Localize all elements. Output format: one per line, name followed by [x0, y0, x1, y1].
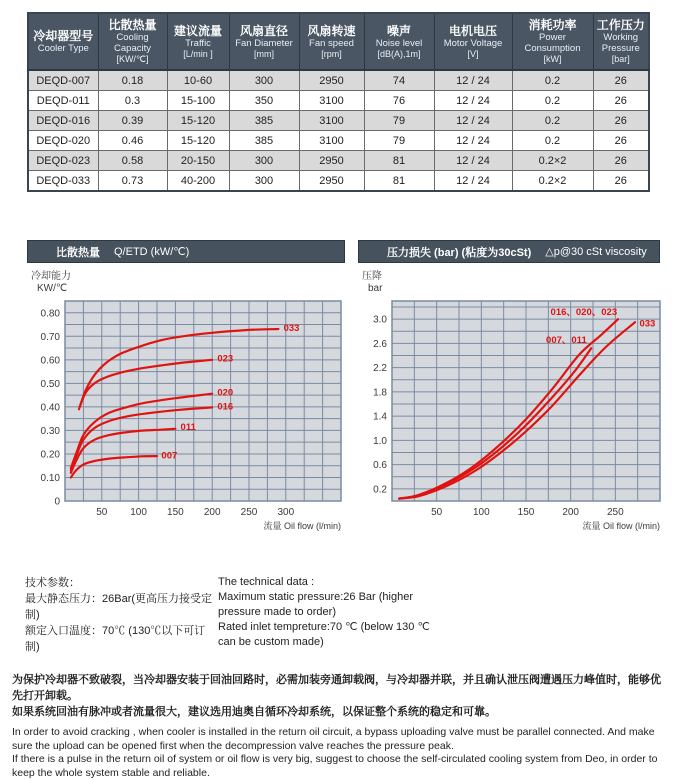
table-cell: 26 [593, 151, 649, 171]
chart-title-en: △p@30 cSt viscosity [545, 246, 647, 258]
column-header-en: Power Consumption [524, 32, 581, 54]
table-row [28, 151, 649, 171]
column-header-zh: 风扇直径 [239, 23, 288, 38]
table-cell: 0.18 [98, 70, 167, 91]
table-cell: 0.58 [98, 151, 167, 171]
table-cell: 300 [229, 171, 299, 192]
x-axis-label: 流量 Oil flow (l/min) [263, 521, 341, 531]
notes-en [12, 726, 664, 780]
table-row [28, 111, 649, 131]
cooler-model-cell: DEQD-023 [28, 151, 98, 171]
column-header-unit: [KW/℃] [116, 54, 149, 64]
curve-label: 007、011 [546, 334, 587, 346]
y-axis-label: KW/℃ [37, 283, 68, 294]
column-header [98, 13, 167, 70]
column-header-unit: [rpm] [321, 48, 342, 59]
y-axis-label: 冷却能力 [31, 271, 71, 282]
cooler-model-cell: DEQD-011 [28, 91, 98, 111]
text-line: 技术参数： [25, 577, 80, 589]
technical-parameters [25, 575, 430, 655]
text-line: pressure made to order) [218, 606, 336, 618]
curve-label: 020 [217, 387, 234, 399]
table-cell: 0.2×2 [512, 151, 593, 171]
column-header-zh: 建议流量 [173, 23, 222, 38]
table-cell: 12 / 24 [434, 70, 512, 91]
table-cell: 300 [229, 151, 299, 171]
column-header-unit: [mm] [254, 48, 274, 59]
column-header-en: Working Pressure [601, 32, 640, 54]
cooler-model-cell: DEQD-033 [28, 171, 98, 192]
y-tick-label: 0.80 [40, 308, 60, 320]
x-tick-label: 250 [240, 507, 258, 518]
cooler-model-cell: DEQD-020 [28, 131, 98, 151]
table-cell: 0.46 [98, 131, 167, 151]
table-cell: 0.2×2 [512, 171, 593, 192]
column-header-en: Fan Diameter [235, 37, 293, 49]
table-cell: 2950 [299, 70, 364, 91]
column-header-zh: 工作压力 [596, 18, 645, 32]
x-tick-label: 100 [130, 507, 147, 518]
table-cell: 3100 [299, 91, 364, 111]
x-tick-label: 250 [606, 507, 624, 518]
curve-label: 011 [180, 421, 196, 433]
x-tick-label: 150 [167, 507, 184, 518]
y-tick-label: 0.10 [40, 472, 60, 484]
pressure-loss-plot [358, 267, 660, 535]
table-cell: 79 [364, 111, 434, 131]
table-cell: 12 / 24 [434, 131, 512, 151]
table-cell: 12 / 24 [434, 111, 512, 131]
column-header-zh: 消耗功率 [528, 18, 577, 32]
y-tick-label: 0.2 [373, 484, 387, 496]
column-header [593, 13, 649, 70]
chart-title-zh: 压力损失 (bar) (粘度为30cSt) [387, 246, 532, 259]
column-header [229, 13, 299, 70]
cooling-capacity-title-bar [27, 240, 345, 263]
curve-label: 016 [217, 401, 234, 413]
table-cell: 40-200 [167, 171, 229, 192]
y-tick-label: 0.70 [40, 331, 60, 343]
table-cell: 2950 [299, 171, 364, 192]
y-tick-label: 0.30 [40, 425, 60, 437]
y-tick-label: 0.20 [40, 449, 60, 461]
text-line: 最大静态压力：26Bar(更高压力接受定制) [25, 593, 213, 621]
curve-label: 033 [283, 323, 300, 335]
column-header-zh: 电机电压 [448, 23, 497, 38]
table-cell: 2950 [299, 151, 364, 171]
table-row [28, 171, 649, 192]
curve-label: 016、020、023 [550, 306, 618, 318]
spec-table-wrap [27, 12, 648, 192]
text-line: can be custom made) [218, 636, 324, 648]
curve-label: 007 [161, 450, 178, 462]
table-cell: 81 [364, 171, 434, 192]
table-cell: 26 [593, 111, 649, 131]
cooling-capacity-chart [27, 240, 345, 535]
notes-section [12, 672, 664, 780]
table-row [28, 91, 649, 111]
table-cell: 0.2 [512, 111, 593, 131]
text-line: Rated inlet tempreture:70 ℃ (below 130 ℃ [218, 621, 430, 633]
y-axis-label: bar [368, 283, 383, 294]
cooler-model-cell: DEQD-016 [28, 111, 98, 131]
text-line: If there is a pulse in the return oil of system or oil flow is very big, suggest to choose the self-circulated cooling system from Deo, in order to keep the whole system stable and reliable. [12, 753, 658, 779]
table-cell: 12 / 24 [434, 91, 512, 111]
table-cell: 0.2 [512, 70, 593, 91]
column-header-en: Traffic [185, 37, 211, 49]
curve-label: 023 [217, 353, 234, 365]
y-tick-label: 2.6 [373, 338, 387, 350]
table-cell: 26 [593, 91, 649, 111]
table-cell: 26 [593, 70, 649, 91]
y-tick-label: 3.0 [373, 314, 387, 326]
table-cell: 300 [229, 70, 299, 91]
table-cell: 15-120 [167, 131, 229, 151]
table-row [28, 70, 649, 91]
table-cell: 0.2 [512, 91, 593, 111]
column-header [364, 13, 434, 70]
spec-table [27, 12, 650, 192]
y-tick-label: 0.50 [40, 378, 60, 390]
y-tick-label: 0.6 [373, 460, 387, 472]
column-header [512, 13, 593, 70]
column-header-zh: 噪声 [386, 23, 411, 38]
column-header [299, 13, 364, 70]
table-cell: 15-120 [167, 111, 229, 131]
x-tick-label: 200 [562, 507, 580, 518]
table-cell: 12 / 24 [434, 171, 512, 192]
column-header-en: Cooler Type [37, 42, 89, 54]
column-header [28, 13, 98, 70]
table-cell: 3100 [299, 111, 364, 131]
column-header-unit: [L/min ] [183, 48, 213, 59]
pressure-loss-chart [358, 240, 660, 535]
table-cell: 0.2 [512, 131, 593, 151]
table-cell: 3100 [299, 131, 364, 151]
text-line: 额定入口温度：70℃ (130℃以下可订制) [25, 625, 206, 653]
x-tick-label: 300 [277, 507, 295, 518]
y-tick-label: 0 [54, 496, 60, 508]
y-tick-label: 1.8 [373, 387, 387, 399]
x-tick-label: 100 [472, 507, 490, 518]
column-header-unit: [dB(A),1m] [377, 48, 421, 59]
y-tick-label: 2.2 [373, 363, 387, 375]
column-header [167, 13, 229, 70]
table-header-row [28, 13, 649, 70]
column-header-zh: 冷却器型号 [33, 28, 94, 43]
pressure-loss-title-bar [358, 240, 660, 263]
y-tick-label: 1.4 [373, 411, 387, 423]
technical-parameters-en [218, 575, 430, 650]
table-cell: 79 [364, 131, 434, 151]
column-header-zh: 风扇转速 [307, 23, 356, 38]
x-axis-label: 流量 Oil flow (l/min) [582, 521, 660, 531]
charts-row [27, 240, 660, 535]
column-header-unit: [bar] [611, 54, 630, 64]
column-header-en: Noise level [375, 37, 423, 49]
table-cell: 385 [229, 131, 299, 151]
column-header-en: Fan speed [309, 37, 354, 49]
y-tick-label: 0.40 [40, 402, 60, 414]
table-cell: 26 [593, 171, 649, 192]
y-tick-label: 1.0 [373, 435, 387, 447]
column-header-unit: [V] [467, 48, 479, 59]
text-line: Maximum static pressure:26 Bar (higher [218, 591, 414, 603]
y-tick-label: 0.60 [40, 355, 60, 367]
table-cell: 26 [593, 131, 649, 151]
cooler-model-cell: DEQD-007 [28, 70, 98, 91]
column-header-zh: 比散热量 [108, 18, 157, 32]
column-header-en: Cooling Capacity [114, 32, 151, 54]
x-tick-label: 50 [431, 507, 443, 518]
chart-title-zh: 比散热量 [56, 246, 100, 259]
curve-label: 033 [639, 318, 656, 330]
table-row [28, 131, 649, 151]
technical-parameters-zh [25, 575, 218, 655]
column-header-unit: [kW] [543, 54, 562, 64]
text-line: 如果系统回油有脉冲或者流量很大，建议选用迪奥自循环冷却系统，以保证整个系统的稳定和可靠。 [12, 706, 496, 718]
column-header-en: Motor Voltage [443, 37, 503, 49]
text-line: In order to avoid cracking , when cooler is installed in the return oil circuit, a bypass uploading valve must be parallel connected. And make sure the upload can be opened first when the decompression valve reaches the pressure peak. [12, 726, 655, 752]
notes-zh [12, 672, 664, 720]
table-cell: 12 / 24 [434, 151, 512, 171]
x-tick-label: 150 [517, 507, 535, 518]
cooling-capacity-plot [27, 267, 345, 535]
text-line: 为保护冷却器不致破裂，当冷却器安装于回油回路时，必需加装旁通卸载阀，与冷却器并联，并且确认泄压阀遭遇压力峰值时，能够优先打开卸载。 [12, 674, 661, 702]
x-tick-label: 200 [203, 507, 221, 518]
table-cell: 76 [364, 91, 434, 111]
table-cell: 0.3 [98, 91, 167, 111]
table-cell: 385 [229, 111, 299, 131]
table-cell: 0.39 [98, 111, 167, 131]
x-tick-label: 50 [96, 507, 108, 518]
column-header [434, 13, 512, 70]
chart-title-en: Q/ETD (kW/℃) [114, 246, 190, 258]
table-cell: 0.73 [98, 171, 167, 192]
table-cell: 20-150 [167, 151, 229, 171]
y-axis-label: 压降 [362, 271, 382, 282]
table-cell: 74 [364, 70, 434, 91]
text-line: The technical data : [218, 576, 315, 588]
table-cell: 10-60 [167, 70, 229, 91]
table-cell: 81 [364, 151, 434, 171]
table-cell: 350 [229, 91, 299, 111]
plot-background [65, 301, 341, 501]
table-cell: 15-100 [167, 91, 229, 111]
